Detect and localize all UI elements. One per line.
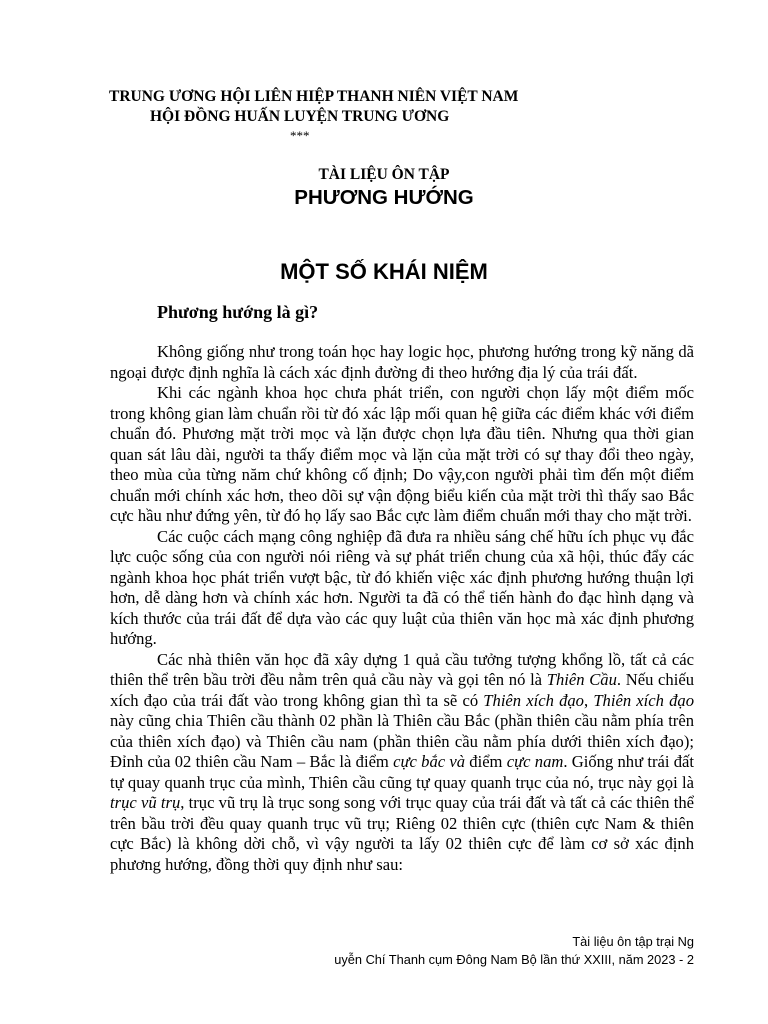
paragraph-2: Khi các ngành khoa học chưa phát triển, con người chọn lấy một điểm mốc trong không gian làm chuẩn rồi từ đó xác lập mối quan hệ giữa các điểm khác với điểm chuẩn đó. Phương mặt trời mọc và lặn được chọn lựa đầu tiên. Nhưng qua thời gian quan sát lâu dài, người ta thấy điểm mọc và lặn của mặt trời có sự thay đổi theo ngày, theo mùa của từng năm chứ không cố định; Do vậy,con người phải tìm đến một điểm chuẩn mới chính xác hơn, theo dõi sự vận động biểu kiến của mặt trời thì thấy sao Bắc cực hầu như đứng yên, từ đó họ lấy sao Bắc cực làm điểm chuẩn mới thay cho mặt trời.	[110, 383, 694, 525]
term-thien-xich-dao: Thiên xích đạo	[483, 690, 584, 710]
term-thien-cau: Thiên Cầu	[546, 670, 617, 689]
section-title: MỘT SỐ KHÁI NIỆM	[280, 259, 488, 284]
page-footer	[334, 933, 694, 969]
paragraph-1: Không giống như trong toán học hay logic học, phương hướng trong kỹ năng dã ngoại được định nghĩa là cách xác định đường đi theo hướng địa lý của trái đất.	[110, 342, 694, 382]
term-thien-xich-dao: Thiên xích đạo	[593, 690, 694, 710]
text-run: . Nếu chiếu xích đạo của trái đất vào trong không gian thì ta sẽ có	[110, 670, 694, 710]
doc-title: PHƯƠNG HƯỚNG	[294, 186, 474, 209]
separator-stars: ***	[290, 128, 310, 143]
paragraph-4	[110, 650, 694, 876]
footer-line1: Tài liệu ôn tập trại Ng	[572, 934, 694, 949]
text-run: . Giống như trái đất tự quay quanh trục của mình, Thiên cầu cũng tự quay quanh trục của nó, trục này gọi là	[110, 752, 694, 792]
text-run: , trục vũ trụ là trục song song với trục quay của trái đất và tất cả các thiên thể trên bầu trời đều quay quanh trục vũ trụ; Riêng 02 thiên cực (thiên cực Nam & thiên cực Bắc) là không dời chỗ, vì vậy người ta lấy 02 thiên cực để làm cơ sở xác định phương hướng, đồng thời quy định như sau:	[110, 793, 694, 874]
body-text	[110, 342, 694, 875]
doc-subtitle: TÀI LIỆU ÔN TẬP	[318, 166, 450, 183]
footer-line2: uyễn Chí Thanh cụm Đông Nam Bộ lần thứ XXIII, năm 2023 - 2	[334, 952, 694, 967]
text-run: này cũng chia Thiên cầu thành 02 phần là Thiên cầu Bắc (phần thiên cầu nằm phía trên của thiên xích đạo) và Thiên cầu nam (phần thiên cầu nằm phía dưới thiên xích đạo); Đỉnh của 02 thiên cầu Nam – Bắc là điểm	[110, 711, 694, 771]
paragraph-3: Các cuộc cách mạng công nghiệp đã đưa ra nhiều sáng chế hữu ích phục vụ đắc lực cuộc sống của con người nói riêng và sự phát triển chung của xã hội, thúc đẩy các ngành khoa học phát triển vượt bậc, từ đó khiến việc xác định phương hướng thuận lợi hơn, dễ dàng hơn và chính xác hơn. Người ta đã có thể tiến hành đo đạc hình dạng và kích thước của trái đất để dựa vào các quy luật của thiên văn học mà xác định phương hướng.	[110, 526, 694, 648]
term-cuc-bac: cực bắc và	[393, 752, 466, 771]
org-name-line2: HỘI ĐỒNG HUẤN LUYỆN TRUNG ƯƠNG	[150, 108, 450, 125]
org-name-line1: TRUNG ƯƠNG HỘI LIÊN HIỆP THANH NIÊN VIỆT NAM	[109, 88, 519, 105]
term-truc-vu-tru: trục vũ trụ	[110, 793, 181, 812]
text-run: ,	[583, 690, 594, 710]
text-run: Các nhà thiên văn học đã xây dựng 1 quả cầu tưởng tượng khổng lồ, tất cả các thiên thể trên bầu trời đều nằm trên quả cầu này và gọi tên nó là	[110, 649, 694, 689]
text-run: điểm	[465, 752, 507, 771]
question-heading: Phương hướng là gì?	[157, 302, 319, 322]
term-cuc-nam: cực nam	[506, 752, 564, 771]
